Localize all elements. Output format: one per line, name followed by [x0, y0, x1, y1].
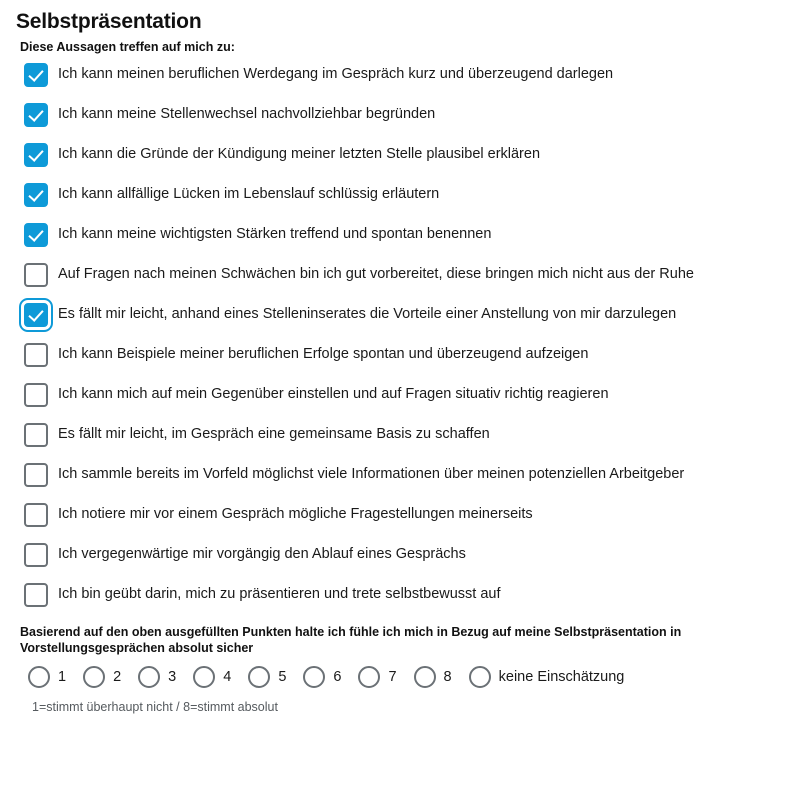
- checkbox-unchecked-icon[interactable]: [24, 583, 48, 607]
- checkbox-label: Ich kann die Gründe der Kündigung meiner letzten Stelle plausibel erklären: [58, 146, 541, 162]
- checkbox-checked-icon[interactable]: [24, 223, 48, 247]
- scale-note: 1=stimmt überhaupt nicht / 8=stimmt absolut: [32, 700, 278, 714]
- checkbox-unchecked-icon[interactable]: [24, 383, 48, 407]
- rating-option[interactable]: [248, 666, 286, 688]
- checkbox-unchecked-icon[interactable]: [24, 543, 48, 567]
- radio-button[interactable]: [83, 666, 105, 688]
- radio-label: 2: [113, 669, 122, 685]
- rating-block: [14, 624, 775, 714]
- radio-label: 8: [443, 669, 452, 685]
- rating-option[interactable]: [469, 666, 625, 688]
- rating-option[interactable]: [83, 666, 121, 688]
- checkbox-row[interactable]: [14, 300, 775, 330]
- checkbox-label: Ich kann allfällige Lücken im Lebenslauf schlüssig erläutern: [58, 186, 440, 202]
- checkbox-row[interactable]: [14, 420, 775, 450]
- checkbox-row[interactable]: [14, 460, 775, 490]
- checkbox-checked-icon[interactable]: [24, 143, 48, 167]
- checkbox-row[interactable]: [14, 180, 775, 210]
- radio-label: 5: [278, 669, 287, 685]
- checkbox-row[interactable]: [14, 60, 775, 90]
- checkbox-wrapper: [14, 460, 58, 487]
- checkbox-label: Ich kann Beispiele meiner beruflichen Erfolge spontan und überzeugend aufzeigen: [58, 346, 589, 362]
- checkbox-row[interactable]: [14, 220, 775, 250]
- checkbox-wrapper: [14, 60, 58, 87]
- checkbox-label: Ich sammle bereits im Vorfeld möglichst viele Informationen über meinen potenziellen Arbeitgeber: [58, 466, 685, 482]
- rating-option[interactable]: [414, 666, 452, 688]
- radio-label: keine Einschätzung: [498, 669, 625, 685]
- rating-radio-group: [28, 666, 775, 688]
- radio-button[interactable]: [414, 666, 436, 688]
- checkbox-label: Es fällt mir leicht, anhand eines Stelleninserates die Vorteile einer Anstellung von mir darzulegen: [58, 306, 677, 322]
- radio-label: 3: [168, 669, 177, 685]
- radio-button[interactable]: [138, 666, 160, 688]
- checkbox-label: Es fällt mir leicht, im Gespräch eine gemeinsame Basis zu schaffen: [58, 426, 490, 442]
- rating-option[interactable]: [303, 666, 341, 688]
- checkbox-label: Ich kann meinen beruflichen Werdegang im Gespräch kurz und überzeugend darlegen: [58, 66, 614, 82]
- checkbox-wrapper: [14, 340, 58, 367]
- checkbox-label: Ich kann meine wichtigsten Stärken treffend und spontan benennen: [58, 226, 492, 242]
- checkbox-row[interactable]: [14, 100, 775, 130]
- radio-button[interactable]: [28, 666, 50, 688]
- checkbox-row[interactable]: [14, 140, 775, 170]
- checkbox-wrapper: [14, 420, 58, 447]
- checkbox-wrapper: [14, 180, 58, 207]
- checkbox-row[interactable]: [14, 260, 775, 290]
- checkbox-wrapper: [14, 500, 58, 527]
- checkbox-label: Ich bin geübt darin, mich zu präsentieren und trete selbstbewusst auf: [58, 586, 501, 602]
- radio-button[interactable]: [303, 666, 325, 688]
- checkbox-label: Ich kann meine Stellenwechsel nachvollziehbar begründen: [58, 106, 436, 122]
- checkbox-wrapper: [14, 540, 58, 567]
- rating-option[interactable]: [358, 666, 396, 688]
- checkbox-unchecked-icon[interactable]: [24, 463, 48, 487]
- checkbox-wrapper: [14, 380, 58, 407]
- radio-button[interactable]: [248, 666, 270, 688]
- checkbox-label: Ich vergegenwärtige mir vorgängig den Ablauf eines Gesprächs: [58, 546, 466, 562]
- checkbox-unchecked-icon[interactable]: [24, 503, 48, 527]
- page-title: Selbstpräsentation: [16, 10, 202, 33]
- checkbox-wrapper: [14, 220, 58, 247]
- rating-question: Basierend auf den oben ausgefüllten Punkten halte ich fühle ich mich in Bezug auf meine Selbstpräsentation in Vorstellungsgesprächen absolut sicher: [20, 625, 682, 655]
- checkbox-unchecked-icon[interactable]: [24, 343, 48, 367]
- checkbox-wrapper: [14, 100, 58, 127]
- checkbox-row[interactable]: [14, 340, 775, 370]
- checkbox-wrapper: [14, 260, 58, 287]
- radio-label: 1: [58, 669, 67, 685]
- checkbox-wrapper: [14, 300, 58, 327]
- checkbox-checked-icon[interactable]: [24, 103, 48, 127]
- rating-option[interactable]: [28, 666, 66, 688]
- radio-button[interactable]: [358, 666, 380, 688]
- checkbox-checked-icon[interactable]: [24, 303, 48, 327]
- radio-button[interactable]: [469, 666, 491, 688]
- checkbox-wrapper: [14, 580, 58, 607]
- checkbox-label: Auf Fragen nach meinen Schwächen bin ich gut vorbereitet, diese bringen mich nicht aus der Ruhe: [58, 266, 694, 282]
- checkbox-row[interactable]: [14, 540, 775, 570]
- checkbox-label: Ich notiere mir vor einem Gespräch mögliche Fragestellungen meinerseits: [58, 506, 533, 522]
- rating-option[interactable]: [193, 666, 231, 688]
- checkbox-unchecked-icon[interactable]: [24, 423, 48, 447]
- checkbox-row[interactable]: [14, 380, 775, 410]
- rating-option[interactable]: [138, 666, 176, 688]
- radio-label: 6: [333, 669, 342, 685]
- checkbox-label: Ich kann mich auf mein Gegenüber einstellen und auf Fragen situativ richtig reagieren: [58, 386, 609, 402]
- checkbox-row[interactable]: [14, 580, 775, 610]
- radio-button[interactable]: [193, 666, 215, 688]
- checkbox-unchecked-icon[interactable]: [24, 263, 48, 287]
- radio-label: 7: [388, 669, 397, 685]
- checkbox-checked-icon[interactable]: [24, 63, 48, 87]
- radio-label: 4: [223, 669, 232, 685]
- checkbox-row[interactable]: [14, 500, 775, 530]
- checkbox-checked-icon[interactable]: [24, 183, 48, 207]
- checkbox-list: [14, 60, 775, 610]
- checkbox-wrapper: [14, 140, 58, 167]
- page-subtitle: Diese Aussagen treffen auf mich zu:: [20, 40, 235, 54]
